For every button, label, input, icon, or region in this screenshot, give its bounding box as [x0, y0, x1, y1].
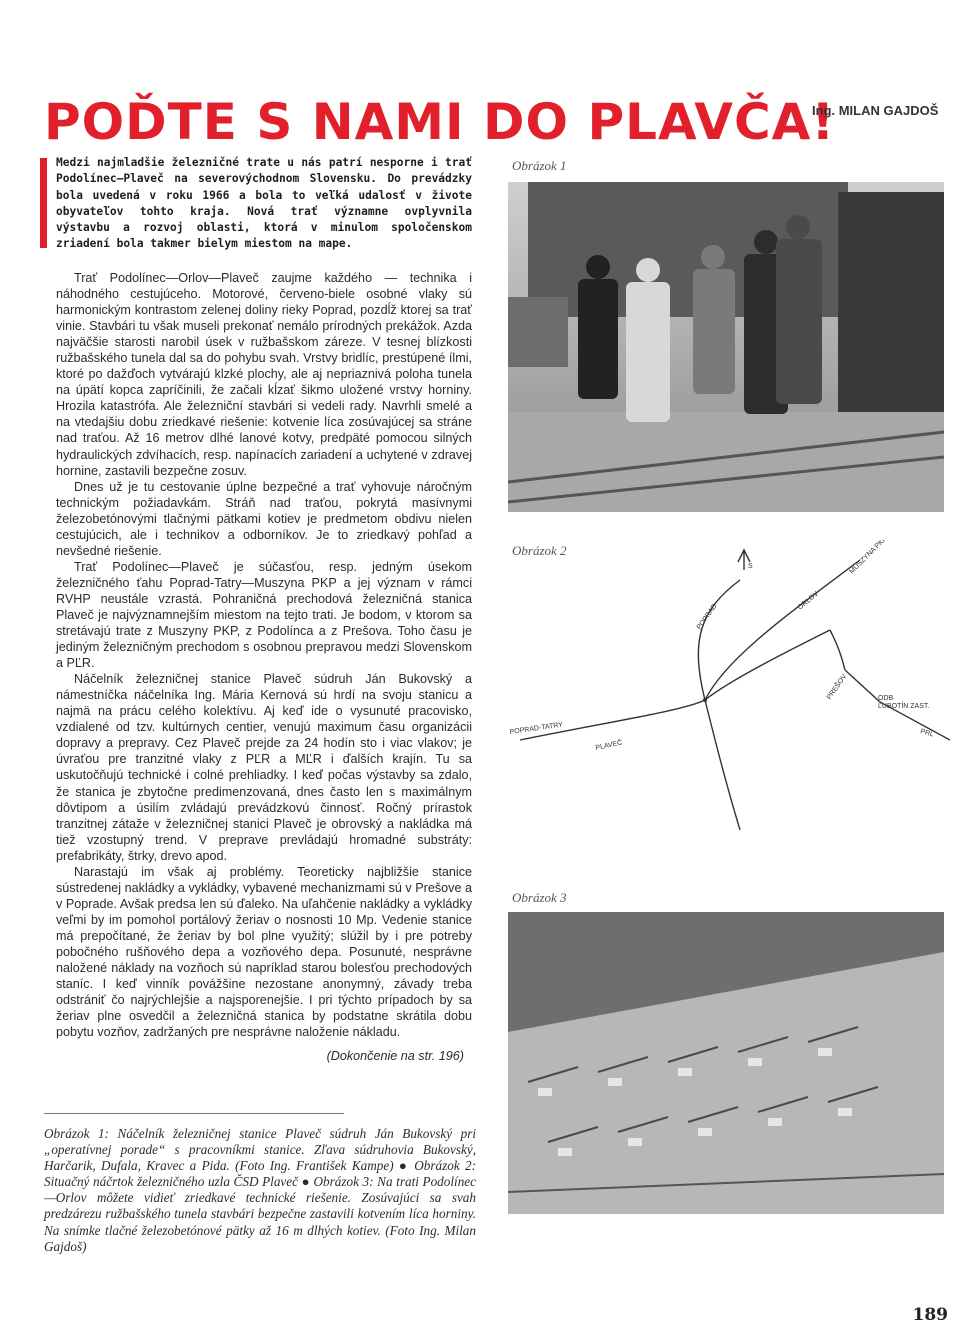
caption-divider: [44, 1113, 344, 1114]
poprad-tatry-label: POPRAD-TATRY: [509, 721, 564, 736]
lubotin-label: ĽUBOTÍN ZAST.: [878, 703, 930, 710]
odb-label: ODB: [878, 695, 894, 702]
figure-1-label: Obrázok 1: [512, 158, 567, 173]
lead-accent-bar: [40, 158, 47, 248]
figure-captions: Obrázok 1: Náčelník železničnej stanice Plaveč súdruh Ján Bukovský pri „operatívnej porade“ s pracovníkmi stanice. Zľava súdruhovia Bukovský, Harčarik, Dufala, Kravec a Pida. (Foto Ing. František Kampe) ● Obrázok 2: Situačný náčrtok železničného uzla ČSD Plaveč ● Obrázok 3: Na trati Podolínec—Orlov môžete vidieť zriedkavé technické riešenie. Zosúvajúci sa svah predzárezu ružbašského tunela stavbári bezpečne zastavili kotvením líca horniny. Na snímke tlačné železobetónové pätky až 16 m dlhých kotiev. (Foto Ing. Milan Gajdoš): [44, 1126, 476, 1254]
body-paragraph: Narastajú im však aj problémy. Teoreticky najbližšie stanice sústredenej nakládky a vykládky, vybavené mechanizmami sú v Prešove a v Poprade. Avšak predsa len sú ďaleko. Na uľahčenie nakládky a vykládky veľmi by im pomohol portálový žeriav o nosnosti 10 Mp. Vedenie stanice má prepočítané, že žeriav by bol plne využitý; slúžil by i pre potreby pobočného rušňového depa a vozňového depa. Posunuté, nesprávne naložené náklady na vozňoch sú napríklad starou bolesťou prechodových staníc. I keď vinník povážšine nezostane anonymný, závady treba odstrániť čo najrýchlejšie a najsporenejšie. I pri týchto prípadoch by sa žeriav plne osvedčil a železničná stanica by podstatne skrátila dobu pobytu vozňov, zadržaných pre nesprávne naloženie nákladu.: [56, 864, 472, 1040]
orlov-label: ORLOV: [796, 590, 821, 612]
figure-3-label: Obrázok 3: [512, 890, 567, 905]
poprad-label: POPRAD: [695, 602, 719, 632]
article-title: POĎTE S NAMI DO PLAVČA!: [44, 93, 836, 151]
prl-label: PRL: [919, 728, 935, 739]
body-paragraph: Náčelník železničnej stanice Plaveč súdruh Ján Bukovský a námestníčka náčelníka Ing. Mária Kernová sú hrdí na svoju stanicu a najmä na prácu celého kolektívu. Aj keď ide o vysunuté pracovisko, vzdialené od tzv. kultúrnych centier, venujú maximum času organizácii dopravy a prepravy. Cez Plaveč prejde za 24 hodín sto i viac vlakov; je úvraťou pre tranzitné vlaky z PĽR a MĽR i ďalších krajín. Tu sa uskutočňujú technické i colné prehliadky. I keď počas výstavby sa zdalo, že stanica je zbytočne predimenzovaná, dnes často len s maximálnym dôvtipom a úsilím zvládajú prevádzkovú činnosť. Ročný prírastok tranzitnej zátaže v železničnej stanici Plaveč je obrovský a nakládka má tiež vzostupný trend. V preprave prevládajú hromadné substráty: prefabrikáty, štrky, drevo apod.: [56, 672, 472, 863]
plavec-label: PLAVEČ: [594, 739, 623, 752]
figure-2-label: Obrázok 2: [512, 543, 567, 558]
railway-staff-photo: [508, 182, 944, 512]
body-paragraph: Trať Podolínec—Plaveč je súčasťou, resp. jedným úsekom železničného ťahu Poprad-Tatry—Muszyna PKP a jej význam v rámci RVHP neustále vzrastá. Pohraničná prechodová železničná stanica Plaveč je najvýznamnejším miestom na tejto trati. Je bodom, v ktorom sa stretávajú trate z Muszyny PKP, z Podolínca a z Prešova. Toho času je jediným železničným prechodom s osobnou prepravou medzi Slovenskom a PĽR.: [56, 559, 472, 671]
article-body: [56, 270, 472, 1064]
author-name: Ing. MILAN GAJDOŠ: [812, 103, 939, 118]
page-number: 189: [912, 1305, 948, 1325]
figure-1-photo: [508, 182, 944, 512]
figure-3-photo: [508, 912, 944, 1214]
railway-junction-sketch: [500, 540, 950, 860]
continuation-note: (Dokončenie na str. 196): [326, 1049, 464, 1064]
muszyna-label: MUSZYNA PKP: [848, 540, 889, 576]
anchored-slope-photo: [508, 912, 944, 1214]
presov-label: PREŠOV: [825, 673, 849, 702]
north-arrow-label: S: [748, 563, 753, 570]
lead-paragraph: Medzi najmladšie železničné trate u nás patrí nesporne i trať Podolínec—Plaveč na severovýchodnom Slovensku. Do prevádzky bola uvedená v roku 1966 a bola to veľká udalosť v živote obyvateľov tohto kraja. Nová trať významne ovplyvnila výstavbu a rozvoj oblasti, ktorá v minulom spoločenskom zriadení bola takmer bielym miestom na mape.: [56, 156, 472, 251]
body-paragraph: Dnes už je tu cestovanie úplne bezpečné a trať vyhovuje náročným technickým požiadavkám. Stráň nad traťou, pokrytá masívnymi železobetónovými tlačnými pätkami kotiev je predmetom obdivu nielen cestujúcich, ale i technikov a odborníkov. Je to zriedkavý pohľad a nevšedné riešenie.: [56, 479, 472, 558]
figure-2-diagram: [500, 540, 950, 860]
body-paragraph: Trať Podolínec—Orlov—Plaveč zaujme každého — technika i náhodného cestujúceho. Motorové, červeno-biele osobné vlaky sú harmonickým kontrastom zelenej doliny rieky Poprad, pozdĺž ktorej sa trať vinie. Stavbári tu však museli prekonať nemálo prírodných prekážok. Azda najväčšie starosti narobil úsek v ružbašskom zárezе. V tesnej blízkosti ružbašského tunela dal sa do pohybu svah. Vrstvy bridlíc, prestúpené ílmi, ktoré po dažďoch vytvárajú klzké plochy, ale aj nepriaznivá poloha tunela na úpätí kopca zapríčinili, že začali kĺzať šikmo uložené vrstvy horniny. Hrozila katastrófa. Ale železniční stavbári si vedeli rady. Navrhli smelé a na vtedajšiu dobu zriedkavé riešenie: kotvenie líca zosúvajúcej sa stráne nad traťou. Až 16 metrov dlhé lanové kotvy, predpäté pomocou silných hydraulických zdvíhacích, resp. napínacích zariadení a uchytené v zdravej hornine, zastavili bezpečne zosuv.: [56, 271, 472, 478]
